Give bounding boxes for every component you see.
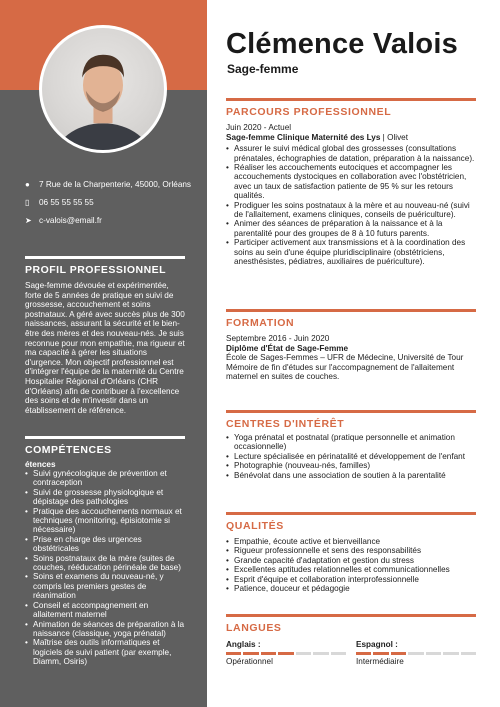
candidate-name: Clémence Valois — [226, 28, 458, 60]
section-divider — [226, 309, 476, 312]
language-item — [226, 640, 346, 666]
location-icon: ● — [25, 180, 30, 189]
contact-block — [25, 180, 195, 234]
section-divider — [226, 410, 476, 413]
experience-role-line — [226, 133, 476, 143]
skill-item: • Suivi de grossesse physiologique et dépistage des pathologies — [25, 488, 185, 507]
profile-heading: PROFIL PROFESSIONNEL — [25, 264, 167, 276]
skills-subheading: étences — [25, 460, 56, 469]
interests-heading: CENTRES D'INTÉRÊT — [226, 418, 345, 430]
language-level-segment — [226, 652, 241, 655]
experience-item: • Assurer le suivi médical global des grossesses (consultations prénatales, échographies de datation, préparation à la naissance). — [226, 144, 476, 163]
quality-item: • Rigueur professionnelle et sens des responsabilités — [226, 546, 476, 555]
language-level-segment — [461, 652, 476, 655]
interest-item: • Lecture spécialisée en périnatalité et développement de l'enfant — [226, 452, 476, 461]
qualities-heading: QUALITÉS — [226, 520, 284, 532]
skill-item: • Maîtrise des outils informatiques et logiciels de suivi patient (par exemple, Diamm, Osiris) — [25, 638, 185, 666]
contact-address-row — [25, 180, 195, 190]
language-level-bar — [356, 652, 476, 655]
interests-section — [226, 410, 476, 480]
education-degree: Diplôme d'État de Sage-Femme — [226, 343, 349, 353]
languages-row — [226, 640, 476, 666]
languages-heading: LANGUES — [226, 622, 282, 634]
languages-section — [226, 614, 476, 666]
language-level: Intermédiaire — [356, 657, 404, 666]
language-level-segment — [443, 652, 458, 655]
quality-item: • Excellentes aptitudes relationnelles et communicationnelles — [226, 565, 476, 574]
experience-date: Juin 2020 - Actuel — [226, 123, 292, 132]
language-level-segment — [278, 652, 293, 655]
quality-item: • Grande capacité d'adaptation et gestion du stress — [226, 556, 476, 565]
contact-address: 7 Rue de la Charpenterie, 45000, Orléans — [39, 180, 192, 189]
experience-item: • Réaliser les accouchements eutociques et accompagner les accouchements dystociques en collaboration avec l'obstétricien, avec un taux de satisfaction patiente de 95 % sur les retours qualités. — [226, 163, 476, 201]
experience-item: • Participer activement aux transmissions et à la coordination des soins au sein d'une équipe pluridisciplinaire (obstétriciens, anesthésistes, pédiatres, auxiliaires de puériculture). — [226, 238, 476, 266]
profile-text: Sage-femme dévouée et expérimentée, forte de 5 années de pratique en suivi de grossesse, accouchement et soins postnataux. A géré avec succès plus de 300 naissances, assurant la sécurité et le bien-être des mères et des nouveau-nés. Je suis reconnue pour mon empathie, ma rigueur et ma capacité à gérer les situations d'urgence. Mon objectif professionnel est d'intégrer l'équipe de la maternité du Centre Hospitalier Régional d'Orléans (CHR d'Orléans) afin de contribuer à l'excellence des soins et de m'investir dans un établissement de référence. — [25, 281, 185, 415]
language-level-segment — [426, 652, 441, 655]
language-level-segment — [243, 652, 258, 655]
experience-location: | Olivet — [380, 132, 409, 142]
qualities-section — [226, 512, 476, 593]
language-item — [356, 640, 476, 666]
job-title: Sage-femme — [227, 62, 299, 76]
quality-item: • Empathie, écoute active et bienveillance — [226, 537, 476, 546]
section-divider — [226, 512, 476, 515]
interest-item: • Yoga prénatal et postnatal (pratique personnelle et animation occasionnelle) — [226, 433, 476, 452]
qualities-list — [226, 537, 476, 593]
language-name: Espagnol : — [356, 640, 398, 649]
skill-item: • Soins et examens du nouveau-né, y compris les premiers gestes de réanimation — [25, 572, 185, 600]
contact-email: c-valois@email.fr — [39, 216, 102, 225]
interest-item: • Bénévolat dans une association de soutien à la parentalité — [226, 471, 476, 480]
interests-list — [226, 433, 476, 480]
skill-item: • Animation de séances de préparation à la naissance (classique, yoga prénatal) — [25, 620, 185, 639]
language-level-segment — [408, 652, 423, 655]
language-level-segment — [356, 652, 371, 655]
section-divider — [25, 256, 185, 259]
quality-item: • Esprit d'équipe et collaboration interprofessionnelle — [226, 575, 476, 584]
language-level-bar — [226, 652, 346, 655]
skill-item: • Pratique des accouchements normaux et techniques (monitoring, épisiotomie si nécessaire) — [25, 507, 185, 535]
experience-heading: PARCOURS PROFESSIONNEL — [226, 106, 392, 118]
language-level-segment — [373, 652, 388, 655]
experience-role: Sage-femme Clinique Maternité des Lys — [226, 132, 381, 142]
section-divider — [25, 436, 185, 439]
education-section — [226, 309, 476, 382]
profile-photo — [39, 25, 167, 153]
language-level: Opérationnel — [226, 657, 273, 666]
education-thesis: Mémoire de fin d'études sur l'accompagnement de l'allaitement maternel en suites de couches. — [226, 362, 455, 382]
skill-item: • Prise en charge des urgences obstétricales — [25, 535, 185, 554]
section-divider — [226, 98, 476, 101]
skill-item: • Soins postnataux de la mère (suites de couches, rééducation périnéale de base) — [25, 554, 185, 573]
skills-heading: COMPÉTENCES — [25, 444, 112, 456]
language-level-segment — [261, 652, 276, 655]
skills-list — [25, 469, 185, 667]
language-name: Anglais : — [226, 640, 261, 649]
education-heading: FORMATION — [226, 317, 295, 329]
skill-item: • Conseil et accompagnement en allaitement maternel — [25, 601, 185, 620]
experience-section — [226, 98, 476, 266]
contact-phone-row — [25, 198, 195, 208]
education-school: École de Sages-Femmes – UFR de Médecine, Université de Tour — [226, 353, 464, 363]
education-date: Septembre 2016 - Juin 2020 — [226, 334, 330, 343]
experience-item: • Prodiguer les soins postnataux à la mère et au nouveau-né (suivi de l'allaitement, examens cliniques, conseils de puériculture). — [226, 201, 476, 220]
section-divider — [226, 614, 476, 617]
language-level-segment — [391, 652, 406, 655]
experience-item: • Animer des séances de préparation à la naissance et à la parentalité pour des groupes de 8 à 10 futurs parents. — [226, 219, 476, 238]
contact-phone: 06 55 55 55 55 — [39, 198, 94, 207]
language-level-segment — [313, 652, 328, 655]
contact-email-row — [25, 216, 195, 226]
skills-section — [25, 436, 185, 667]
experience-list — [226, 144, 476, 266]
interest-item: • Photographie (nouveau-nés, familles) — [226, 461, 476, 470]
language-level-segment — [296, 652, 311, 655]
quality-item: • Patience, douceur et pédagogie — [226, 584, 476, 593]
phone-icon: ▯ — [25, 198, 30, 207]
skill-item: • Suivi gynécologique de prévention et contraception — [25, 469, 185, 488]
profile-section — [25, 256, 185, 415]
email-icon: ➤ — [25, 216, 32, 225]
language-level-segment — [331, 652, 346, 655]
portrait-image — [42, 28, 164, 150]
